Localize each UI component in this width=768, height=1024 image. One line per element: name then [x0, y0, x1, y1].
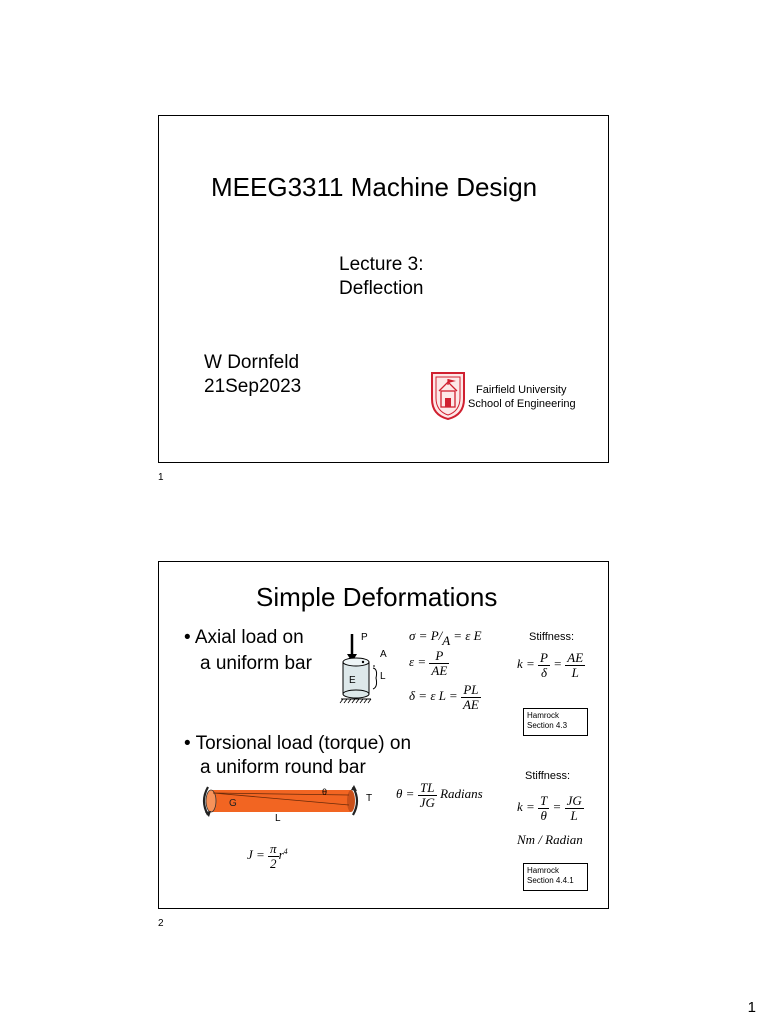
stiffness-label-torsion: Stiffness:: [525, 770, 571, 782]
torsion-label-L: L: [275, 813, 281, 824]
k-axial-den1: δ: [541, 664, 548, 680]
lecture-topic: Deflection: [339, 278, 424, 299]
theta-units: Radians: [440, 786, 483, 802]
torsion-label-G: G: [229, 798, 237, 809]
school-name: School of Engineering: [468, 398, 576, 410]
J-den: 2: [270, 855, 277, 871]
k-torsion-num2: JG: [566, 793, 582, 808]
torsion-label-T: T: [366, 793, 373, 804]
slide-2: [158, 561, 609, 909]
stress-num: P: [430, 628, 439, 643]
bullet-torsion-line1: • Torsional load (torque) on: [184, 733, 412, 754]
date: 21Sep2023: [204, 376, 302, 397]
stress-den: A: [442, 633, 450, 648]
page-number: 1: [747, 999, 756, 1016]
stress-lhs: σ =: [409, 628, 428, 643]
J-num: π: [270, 841, 277, 856]
equation-stress: σ = P/A = ε E: [409, 628, 482, 648]
k-axial-den2: L: [571, 664, 579, 680]
J-exponent: 4: [283, 846, 288, 856]
equation-strain: [409, 649, 449, 677]
equation-k-torsion: [517, 794, 584, 822]
k-torsion-den1: θ: [540, 807, 547, 823]
k-axial-eq: =: [553, 656, 563, 672]
J-rhs: r: [278, 847, 284, 863]
k-axial-num1: P: [540, 650, 548, 665]
deflection-den: AE: [462, 696, 479, 712]
deflection-num: PL: [461, 683, 481, 698]
k-torsion-lhs: k =: [517, 799, 535, 815]
theta-lhs: θ =: [396, 786, 415, 802]
torsion-stiffness-units: Nm / Radian: [517, 832, 583, 847]
ref-axial-line2: Section 4.3: [527, 721, 568, 730]
university-name: Fairfield University: [476, 384, 567, 396]
lecture-label: Lecture 3:: [339, 254, 424, 275]
equation-polar-moment: [247, 842, 288, 870]
axial-bar-diagram: [339, 632, 399, 704]
slide-1: [158, 115, 609, 463]
author: W Dornfeld: [204, 352, 300, 373]
theta-num: TL: [418, 781, 437, 796]
axial-label-A: A: [380, 649, 387, 660]
strain-lhs: ε =: [409, 654, 427, 670]
deflection-lhs: δ = ε L =: [409, 688, 458, 704]
axial-label-E: E: [349, 675, 356, 686]
k-torsion-eq: =: [552, 799, 562, 815]
slide-1-title: MEEG3311 Machine Design: [211, 172, 538, 202]
stress-rhs: = ε E: [453, 628, 482, 643]
k-axial-lhs: k =: [517, 656, 535, 672]
ref-torsion-line2: Section 4.4.1: [527, 876, 574, 885]
slide-number-1: 1: [158, 472, 164, 483]
strain-num: P: [429, 649, 449, 664]
ref-axial-line1: Hamrock: [527, 711, 560, 720]
torsion-label-theta: θ: [322, 787, 328, 797]
stiffness-label-axial: Stiffness:: [529, 631, 575, 643]
axial-label-L: L: [380, 671, 386, 682]
J-lhs: J =: [247, 847, 265, 863]
ref-torsion-line1: Hamrock: [527, 866, 560, 875]
k-axial-num2: AE: [567, 650, 584, 665]
university-seal-icon: [430, 371, 466, 421]
slide-2-title: Simple Deformations: [256, 582, 498, 612]
k-torsion-den2: L: [570, 807, 578, 823]
theta-den: JG: [419, 794, 435, 810]
reference-box-axial: [523, 708, 588, 736]
bullet-axial-line1: • Axial load on: [184, 627, 304, 648]
reference-box-torsion: [523, 863, 588, 891]
axial-label-P: P: [361, 632, 368, 643]
equation-theta: [396, 781, 483, 809]
equation-k-axial: [517, 651, 585, 679]
bullet-torsion-line2: a uniform round bar: [200, 757, 366, 778]
equation-deflection: [409, 683, 481, 711]
slide-number-2: 2: [158, 918, 164, 929]
k-torsion-num1: T: [540, 793, 548, 808]
strain-den: AE: [431, 662, 448, 678]
bullet-axial-line2: a uniform bar: [200, 653, 312, 674]
